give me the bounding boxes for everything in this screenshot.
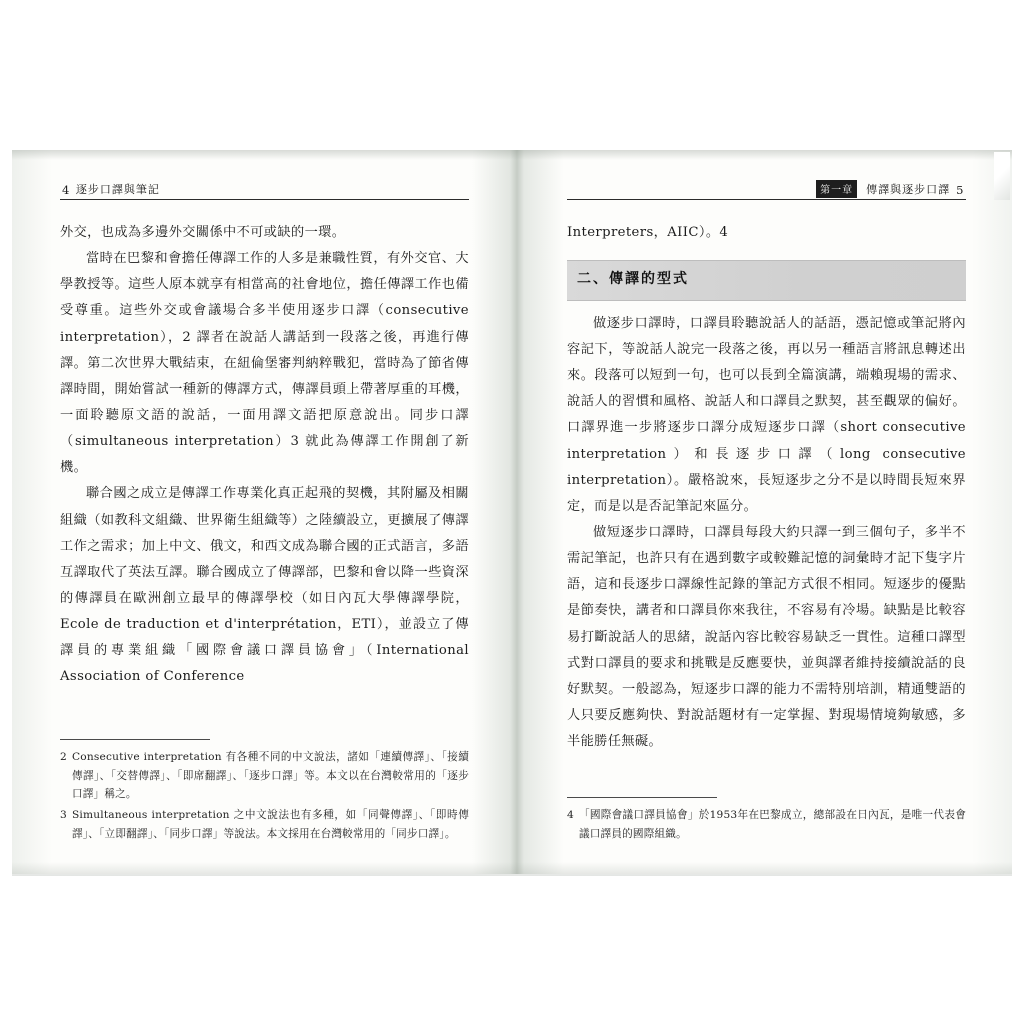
footnote-text: 「國際會議口譯員協會」於1953年在巴黎成立，總部設在日內瓦，是唯一代表會議口譯員的國際組織。 — [578, 809, 966, 841]
footnote — [567, 806, 966, 844]
footnote — [60, 806, 469, 844]
right-page-folio: 5 — [956, 183, 964, 197]
footnote-number: 3 — [60, 809, 67, 822]
running-head-rule — [567, 199, 966, 200]
left-running-head — [60, 178, 469, 204]
right-page-footnotes — [567, 797, 966, 846]
page-bottom-shadow — [12, 862, 1012, 876]
book-spread — [12, 150, 1012, 874]
page-top-shadow — [12, 150, 1012, 160]
right-running-head-title: 傳譯與逐步口譯 — [866, 183, 951, 196]
paragraph: 外交，也成為多邊外交關係中不可或缺的一環。 — [60, 225, 346, 240]
footnote-separator-rule — [60, 739, 210, 740]
paragraph: 聯合國之成立是傳譯工作專業化真正起飛的契機，其附屬及相關組織（如教科文組織、世界衛生組織等）之陸續設立，更擴展了傳譯工作之需求；加上中文、俄文，和西文成為聯合國的正式語言，多語互譯取代了英法互譯。聯合國成立了傳譯部，巴黎和會以降一些資深的傳譯員在歐洲創立最早的傳譯學校（如日內瓦大學傳譯學院，Ecole de traduction et d'interprétation，ETI），並設立了傳譯員的專業組織「國際會議口譯員協會」（International Association of Conference — [60, 486, 469, 685]
left-page-body — [60, 220, 469, 691]
page-corner-artifact — [994, 152, 1010, 200]
footnote — [60, 748, 469, 805]
paragraph: 當時在巴黎和會擔任傳譯工作的人多是兼職性質，有外交官、大學教授等。這些人原本就享有相當高的社會地位，擔任傳譯工作也備受尊重。這些外交或會議場合多半使用逐步口譯（consecutive interpretation），2 譯者在說話人講話到一段落之後，再進行傳譯。第二次世界大戰結束，在紐倫堡審判納粹戰犯，當時為了節省傳譯時間，開始嘗試一種新的傳譯方式，傳譯員頭上帶著厚重的耳機，一面聆聽原文語的說話，一面用譯文語把原意說出。同步口譯（simultaneous interpretation）3 就此為傳譯工作開創了新機。 — [60, 251, 469, 476]
right-page-body — [567, 220, 966, 755]
right-page — [517, 150, 1012, 874]
footnote-text: Consecutive interpretation 有各種不同的中文說法，諸如「連續傳譯」、「接續傳譯」、「交替傳譯」、「即席翻譯」、「逐步口譯」等。本文以在台灣較常用的「逐步口譯」稱之。 — [71, 750, 469, 801]
footnote-number: 4 — [567, 809, 574, 822]
running-head-rule — [60, 199, 469, 200]
section-heading: 二、傳譯的型式 — [567, 260, 966, 301]
left-page-folio: 4 — [62, 183, 70, 197]
chapter-tag: 第一章 — [816, 180, 857, 198]
paragraph: 做逐步口譯時，口譯員聆聽說話人的話語，憑記憶或筆記將內容記下，等說話人說完一段落之後，再以另一種語言將訊息轉述出來。段落可以短到一句，也可以長到全篇演講，端賴現場的需求、說話人的習慣和風格、說話人和口譯員之默契，甚至觀眾的偏好。口譯界進一步將逐步口譯分成短逐步口譯（short consecutive interpretation）和長逐步口譯（long consecutive interpretation）。嚴格說來，長短逐步之分不是以時間長短來界定，而是以是否記筆記來區分。 — [567, 315, 966, 514]
footnote-number: 2 — [60, 750, 67, 763]
footnote-text: Simultaneous interpretation 之中文說法也有多種，如「同聲傳譯」、「即時傳譯」、「立即翻譯」、「同步口譯」等說法。本文採用在台灣較常用的「同步口譯」。 — [71, 809, 469, 841]
left-page-footnotes — [60, 739, 469, 846]
left-page — [12, 150, 517, 874]
right-running-head — [567, 178, 966, 204]
left-running-head-title: 逐步口譯與筆記 — [75, 183, 160, 196]
paragraph: 做短逐步口譯時，口譯員每段大約只譯一到三個句子，多半不需記筆記，也許只有在遇到數字或較難記憶的詞彙時才記下隻字片語，這和長逐步口譯線性記錄的筆記方式很不相同。短逐步的優點是節奏快，講者和口譯員你來我往，不容易有冷場。缺點是比較容易打斷說話人的思緒，說話內容比較容易缺乏一貫性。這種口譯型式對口譯員的要求和挑戰是反應要快，並與譯者維持接續說話的良好默契。一般認為，短逐步口譯的能力不需特別培訓，精通雙語的人只要反應夠快、對說話題材有一定掌握、對現場情境夠敏感，多半能勝任無礙。 — [567, 524, 966, 750]
continued-line: Interpreters，AIIC）。4 — [567, 225, 729, 240]
footnote-separator-rule — [567, 797, 717, 798]
